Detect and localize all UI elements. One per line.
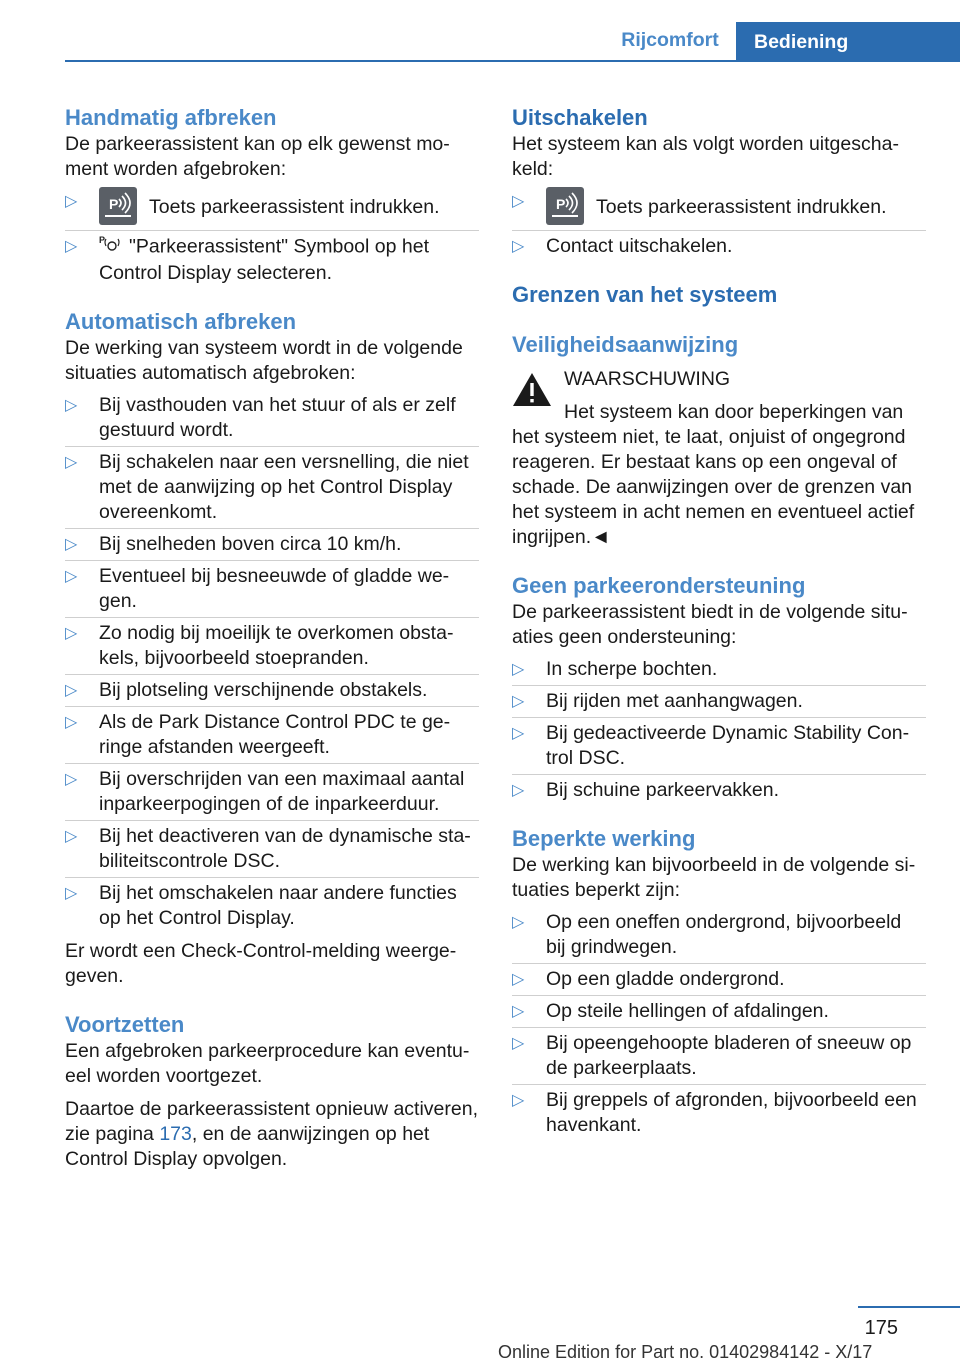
section-title-veiligheid: Veiligheidsaanwijzing (512, 332, 739, 357)
right-column (512, 104, 926, 1138)
section-title-grenzen: Grenzen van het systeem (512, 282, 778, 307)
svg-text:P: P (556, 196, 566, 212)
bullet-triangle-icon: ▷ (512, 725, 525, 742)
section-paragraph: Een afgebroken parkeerprocedure kan eventueel worden voortgezet. (65, 1040, 470, 1087)
parking-assistant-symbol-icon (99, 234, 121, 261)
list-item: ▷ Bij plotseling verschijnende obstakels. (65, 678, 479, 703)
list-item: ▷ In scherpe bochten. (512, 657, 926, 682)
list-item (65, 234, 479, 286)
bullet-triangle-icon: ▷ (512, 193, 525, 210)
list-item: ▷ Eventueel bij besneeuwde of gladde wegen. (65, 564, 479, 614)
warning-block (512, 367, 926, 550)
warning-label: WAARSCHUWING (564, 368, 731, 390)
list-item: ▷ Bij vasthouden van het stuur of als er zelf gestuurd wordt. (65, 393, 479, 443)
bullet-triangle-icon: ▷ (512, 1003, 525, 1020)
section-intro: De werking van systeem wordt in de volgende situaties automatisch afgebroken: (65, 337, 463, 384)
warning-text: Het systeem kan door beperkingen van het systeem niet, te laat, onjuist of ongegrond reageren. Er bestaat kans op een ongeval of schade. De aanwijzingen over de grenzen van het systeem in acht nemen en eventueel actief ingrijpen.◄ (512, 401, 915, 548)
header-tab-bediening[interactable] (736, 22, 960, 60)
list-item: ▷ Bij overschrijden van een maximaal aantal inparkeerpogingen of de inparkeerduur. (65, 767, 479, 817)
list-item (65, 189, 479, 227)
parking-assistant-button-icon (99, 187, 137, 225)
bullet-list (65, 393, 479, 931)
bullet-triangle-icon: ▷ (512, 238, 525, 255)
bullet-triangle-icon: ▷ (65, 568, 78, 585)
page-link[interactable]: 173 (159, 1123, 192, 1145)
bullet-triangle-icon: ▷ (512, 1035, 525, 1052)
list-item: ▷ Bij het omschakelen naar andere functies op het Control Display. (65, 882, 457, 929)
bullet-triangle-icon: ▷ (512, 661, 525, 678)
list-item: ▷ Contact uitschakelen. (512, 235, 733, 257)
parking-assistant-button-icon (546, 187, 584, 225)
bullet-triangle-icon: ▷ (512, 782, 525, 799)
list-item: ▷ Bij opeengehoopte bladeren of sneeuw op de parkeerplaats. (512, 1031, 926, 1081)
warning-triangle-icon (512, 371, 552, 414)
bullet-triangle-icon: ▷ (65, 885, 78, 902)
header-tab-bediening-label: Bediening (754, 31, 849, 53)
bullet-triangle-icon: ▷ (65, 682, 78, 699)
list-item-text: Toets parkeerassistent indrukken. (149, 196, 440, 219)
list-item: ▷ Op een oneffen ondergrond, bijvoorbeeld bij grindwegen. (512, 910, 926, 960)
bullet-triangle-icon: ▷ (65, 828, 78, 845)
bullet-list (65, 189, 479, 286)
header-rule (65, 60, 960, 62)
list-item: ▷ Bij gedeactiveerde Dynamic Stability Control DSC. (512, 721, 926, 771)
footer-rule (858, 1306, 960, 1308)
list-item: ▷ Als de Park Distance Control PDC te geringe afstanden weergeeft. (65, 710, 479, 760)
bullet-triangle-icon: ▷ (65, 397, 78, 414)
bullet-triangle-icon: ▷ (512, 914, 525, 931)
list-item: ▷ Bij rijden met aanhangwagen. (512, 689, 926, 714)
list-item-text: "Parkeerassistent" Symbool op het Control Display selecteren. (99, 235, 429, 284)
section-intro: De werking kan bijvoorbeeld in de volgende situaties beperkt zijn: (512, 854, 916, 901)
svg-text:P: P (109, 196, 119, 212)
section-title-beperkte: Beperkte werking (512, 826, 696, 851)
list-item: ▷ Bij snelheden boven circa 10 km/h. (65, 532, 479, 557)
section-intro: De parkeerassistent biedt in de volgende situaties geen ondersteuning: (512, 601, 908, 648)
bullet-triangle-icon: ▷ (512, 971, 525, 988)
list-item-text: Toets parkeerassistent indrukken. (596, 196, 887, 219)
section-title-handmatig: Handmatig afbreken (65, 105, 277, 130)
section-title-voortzetten: Voortzetten (65, 1012, 185, 1037)
left-column (65, 104, 479, 1172)
bullet-triangle-icon: ▷ (65, 238, 78, 255)
bullet-triangle-icon: ▷ (65, 714, 78, 731)
section-intro: De parkeerassistent kan op elk gewenst moment worden afgebroken: (65, 133, 450, 180)
bullet-triangle-icon: ▷ (65, 193, 78, 210)
bullet-triangle-icon: ▷ (512, 1092, 525, 1109)
section-title-uitschakelen: Uitschakelen (512, 105, 648, 130)
section-title-geen-parkeer: Geen parkeerondersteuning (512, 573, 806, 598)
list-item: ▷ Bij schuine parkeervakken. (512, 779, 780, 801)
bullet-triangle-icon: ▷ (512, 693, 525, 710)
bullet-triangle-icon: ▷ (65, 536, 78, 553)
bullet-triangle-icon: ▷ (65, 771, 78, 788)
svg-text:P: P (99, 235, 106, 245)
footer-edition: Online Edition for Part no. 01402984142 - X/17 (498, 1342, 873, 1362)
section-title-automatisch: Automatisch afbreken (65, 309, 297, 334)
list-item: ▷ Bij het deactiveren van de dynamische stabiliteitscontrole DSC. (65, 824, 479, 874)
bullet-list (512, 189, 926, 259)
header-tab-rijcomfort[interactable]: Rijcomfort (621, 29, 719, 51)
list-item: ▷ Zo nodig bij moeilijk te overkomen obstakels, bijvoorbeeld stoepranden. (65, 621, 479, 671)
list-item: ▷ Bij schakelen naar een versnelling, die niet met de aanwijzing op het Control Display overeenkomt. (65, 450, 479, 525)
page-number: 175 (864, 1317, 898, 1339)
bullet-list (512, 657, 926, 803)
section-paragraph-with-link: Daartoe de parkeerassistent opnieuw activeren, zie pagina 173, en de aanwijzingen op het Control Display opvolgen. (65, 1098, 478, 1170)
list-item: ▷ Bij greppels of afgronden, bijvoorbeeld een havenkant. (512, 1089, 917, 1136)
bullet-list (512, 910, 926, 1138)
list-item: ▷ Op steile hellingen of afdalingen. (512, 999, 926, 1024)
list-item (512, 189, 926, 227)
section-outro: Er wordt een Check-Control-melding weergegeven. (65, 940, 457, 987)
bullet-triangle-icon: ▷ (65, 454, 78, 471)
bullet-triangle-icon: ▷ (65, 625, 78, 642)
section-intro: Het systeem kan als volgt worden uitgeschakeld: (512, 133, 899, 180)
list-item: ▷ Op een gladde ondergrond. (512, 967, 926, 992)
